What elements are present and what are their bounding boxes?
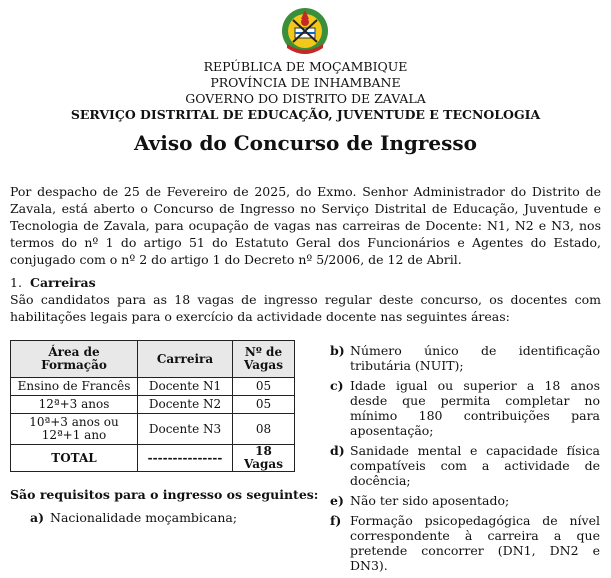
table-cell: 08 (233, 414, 295, 445)
table-cell: 05 (233, 396, 295, 414)
table-cell: Docente N3 (138, 414, 233, 445)
list-item (330, 378, 600, 438)
header-district-government: GOVERNO DO DISTRITO DE ZAVALA (185, 91, 426, 106)
list-item-text: Sanidade mental e capacidade física compatíveis com a actividade de docência; (350, 443, 600, 488)
table-total-dashes: --------------- (138, 445, 233, 472)
table-row (11, 396, 295, 414)
list-item (330, 443, 600, 488)
table-total-row (11, 445, 295, 472)
section-label: Carreiras (30, 275, 96, 290)
list-item (330, 513, 600, 573)
list-item-text: Idade igual ou superior a 18 anos desde que permita completar no mínimo 180 contribuições para aposentação; (350, 378, 600, 438)
table-cell: Docente N1 (138, 378, 233, 396)
list-item-text: Nacionalidade moçambicana; (50, 510, 238, 525)
table-row (11, 414, 295, 445)
section-number: 1. (10, 275, 22, 290)
requirements-list (330, 343, 600, 578)
table-total-label: TOTAL (11, 445, 138, 472)
requirements-heading: São requisitos para o ingresso os seguintes: (10, 487, 319, 502)
list-item (330, 493, 600, 508)
national-emblem-icon (279, 4, 331, 56)
table-cell: 12ª+3 anos (11, 396, 138, 414)
list-item-letter: c) (330, 378, 344, 393)
list-item (330, 343, 600, 373)
section-heading (10, 274, 96, 291)
list-item-letter: e) (330, 493, 344, 508)
table-total-value: 18 Vagas (233, 445, 295, 472)
vacancies-table (10, 340, 295, 472)
table-header-career: Carreira (138, 341, 233, 378)
table-header-vacancies: Nº de Vagas (233, 341, 295, 378)
header-republic: REPÚBLICA DE MOÇAMBIQUE (203, 59, 408, 74)
header-province: PROVÍNCIA DE INHAMBANE (210, 75, 401, 90)
list-item-letter: f) (330, 513, 342, 528)
header-district-service: SERVIÇO DISTRITAL DE EDUCAÇÃO, JUVENTUDE E TECNOLOGIA (70, 107, 541, 122)
list-item-text: Número único de identificação tributária (NUIT); (350, 343, 600, 373)
list-item-text: Não ter sido aposentado; (350, 493, 510, 508)
list-item-letter: d) (330, 443, 345, 458)
section-paragraph: São candidatos para as 18 vagas de ingresso regular deste concurso, os docentes com habilitações legais para o exercício da actividade docente nas seguintes áreas: (10, 292, 601, 324)
table-header-row (11, 341, 295, 378)
intro-paragraph: Por despacho de 25 de Fevereiro de 2025, do Exmo. Senhor Administrador do Distrito de Zavala, está aberto o Concurso de Ingresso no Serviço Distrital de Educação, Juventude e Tecnologia de Zavala, para ocupação de vagas nas carreiras de Docente: N1, N2 e N3, nos termos do nº 1 do artigo 51 do Estatuto Geral dos Funcionários e Agentes do Estado, conjugado com o nº 2 do artigo 1 do Decreto nº 5/2006, de 12 de Abril. (10, 184, 601, 267)
table-cell: Ensino de Francês (11, 378, 138, 396)
list-item-letter: b) (330, 343, 345, 358)
page-title: Aviso do Concurso de Ingresso (133, 131, 478, 155)
table-cell: 05 (233, 378, 295, 396)
table-header-area: Área de Formação (11, 341, 138, 378)
list-item-text: Formação psicopedagógica de nível correspondente à carreira a que pretende concorrer (DN1, DN2 e DN3). (350, 513, 600, 573)
list-item (30, 510, 237, 525)
table-row (11, 378, 295, 396)
table-cell: Docente N2 (138, 396, 233, 414)
table-cell: 10ª+3 anos ou 12ª+1 ano (11, 414, 138, 445)
list-item-letter: a) (30, 510, 45, 525)
